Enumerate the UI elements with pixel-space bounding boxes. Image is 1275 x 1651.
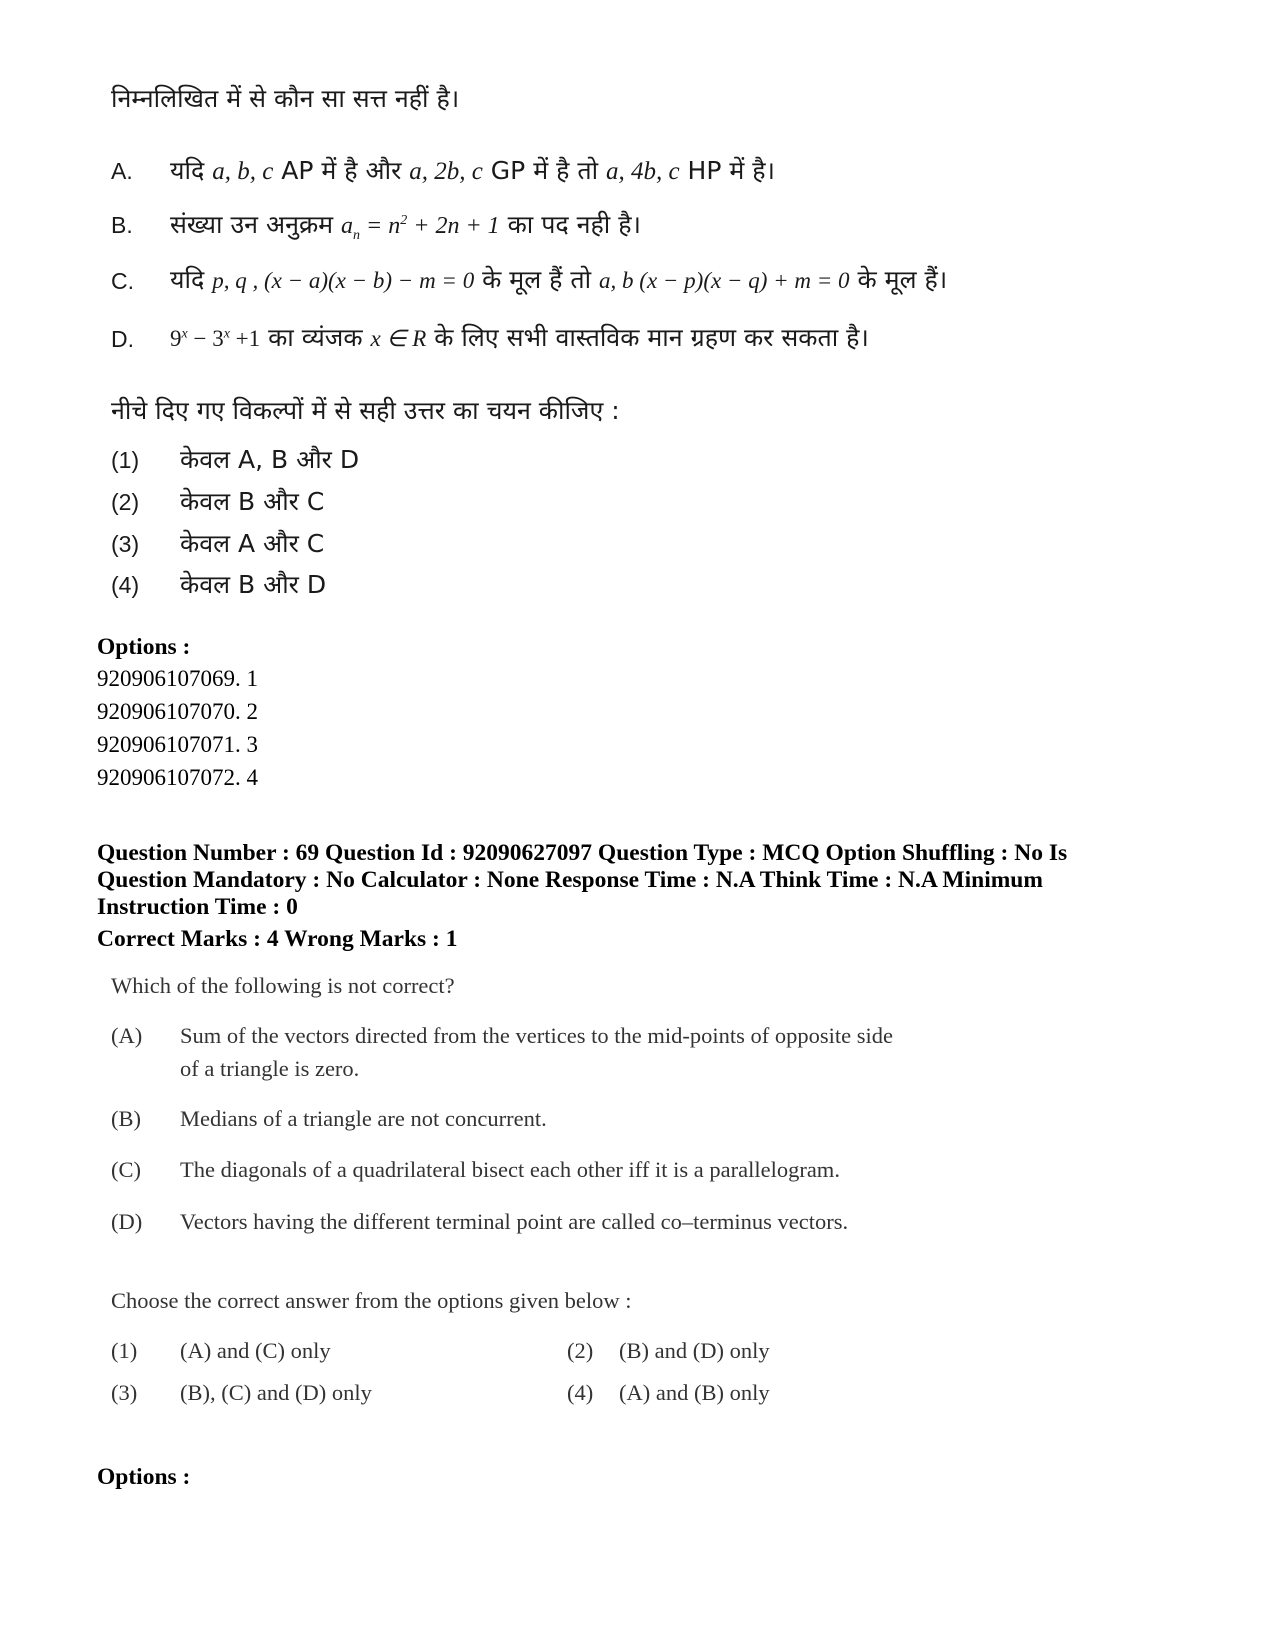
q68-statement-a-label: A. [111, 158, 133, 184]
q69-choice-4-num: (4) [567, 1380, 594, 1405]
q68-choice-4-num: (4) [111, 572, 140, 598]
q69-choice-1-num: (1) [111, 1338, 138, 1363]
q69-meta-line-1: Question Number : 69 Question Id : 92090627097 Question Type : MCQ Option Shuffling : No Is [97, 840, 1068, 866]
q68-choice-4-text: केवल B और D [180, 570, 327, 599]
q68-option-1: 920906107069. 1 [97, 666, 258, 691]
q69-statement-d-line1: Vectors having the different terminal point are called co–terminus vectors. [180, 1209, 849, 1234]
q69-statement-c-line1: The diagonals of a quadrilateral bisect each other iff it is a parallelogram. [180, 1157, 840, 1182]
q68-option-2: 920906107070. 2 [97, 699, 258, 724]
q69-statement-a-line2: of a triangle is zero. [180, 1056, 360, 1081]
q69-stem: Which of the following is not correct? [111, 973, 455, 998]
q69-statement-a-line1: Sum of the vectors directed from the vertices to the mid-points of opposite side [180, 1023, 893, 1048]
q68-instruction: नीचे दिए गए विकल्पों में से सही उत्तर का चयन कीजिए : [111, 396, 620, 425]
q68-option-3: 920906107071. 3 [97, 732, 258, 757]
q69-statement-b-label: (B) [111, 1106, 141, 1131]
q68-statement-c: यदि p, q , (x − a)(x − b) − m = 0 के मूल हैं तो a, b (x − p)(x − q) + m = 0 के मूल हैं। [170, 265, 948, 294]
q68-choice-2-text: केवल B और C [180, 487, 325, 516]
q69-statement-b-line1: Medians of a triangle are not concurrent. [180, 1106, 547, 1131]
q68-statement-b-label: B. [111, 212, 133, 238]
q68-options-heading: Options : [97, 634, 191, 660]
q68-statement-c-label: C. [111, 268, 134, 294]
q68-choice-3-text: केवल A और C [180, 529, 325, 558]
q69-meta-line-3: Instruction Time : 0 [97, 894, 298, 920]
q68-option-4: 920906107072. 4 [97, 765, 258, 790]
q68-statement-b: संख्या उन अनुक्रम $a_n = n^2 + 2n + 1$ का पद नही है। [170, 210, 641, 243]
q69-choice-4-text: (A) and (B) only [619, 1380, 770, 1405]
q68-choice-1-text: केवल A, B और D [180, 445, 360, 474]
q69-marks: Correct Marks : 4 Wrong Marks : 1 [97, 926, 458, 952]
q69-options-heading: Options : [97, 1464, 191, 1490]
q68-choice-1-num: (1) [111, 447, 140, 473]
q69-statement-d-label: (D) [111, 1209, 143, 1234]
q68-choice-3-num: (3) [111, 531, 140, 557]
q69-choice-1-text: (A) and (C) only [180, 1338, 331, 1363]
q69-choice-2-num: (2) [567, 1338, 594, 1363]
q68-stem: निम्नलिखित में से कौन सा सत्त नहीं है। [111, 84, 460, 113]
q69-choice-3-text: (B), (C) and (D) only [180, 1380, 372, 1405]
q69-instruction: Choose the correct answer from the options given below : [111, 1288, 632, 1313]
q69-statement-c-label: (C) [111, 1157, 141, 1182]
q69-choice-2-text: (B) and (D) only [619, 1338, 770, 1363]
q68-statement-d: $9^x - 3^x +1$ का व्यंजक x ∈ R के लिए सभी वास्तविक मान ग्रहण कर सकता है। [170, 323, 869, 352]
q69-meta-line-2: Question Mandatory : No Calculator : None Response Time : N.A Think Time : N.A Minimum [97, 867, 1043, 893]
q68-statement-d-label: D. [111, 326, 134, 352]
q68-choice-2-num: (2) [111, 489, 140, 515]
q69-statement-a-label: (A) [111, 1023, 143, 1048]
q69-choice-3-num: (3) [111, 1380, 138, 1405]
q68-statement-a: यदि a, b, c AP में है और a, 2b, c GP में है तो a, 4b, c HP में है। [170, 156, 776, 185]
